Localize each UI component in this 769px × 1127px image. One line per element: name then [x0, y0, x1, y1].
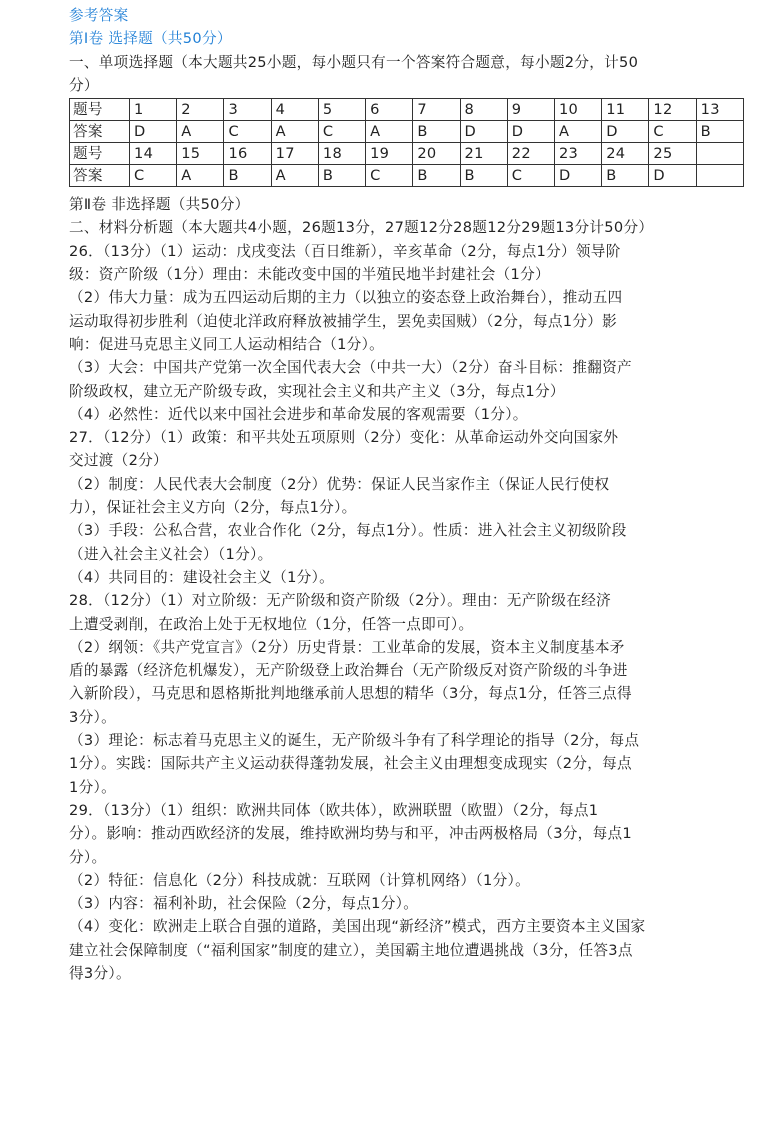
section-1-instructions-line-1: 一、单项选择题（本大题共25小题，每小题只有一个答案符合题意，每小题2分，计50 — [69, 53, 639, 71]
answer-table-cell: 18 — [318, 143, 365, 165]
answer-text-line: 阶级政权，建立无产阶级专政，实现社会主义和共产主义（3分，每点1分） — [69, 382, 565, 400]
answer-text-line: 26．（13分）（1）运动：戊戌变法（百日维新），辛亥革命（2分，每点1分）领导阶 — [69, 242, 621, 260]
answer-table-cell: 7 — [413, 99, 460, 121]
answer-table-cell: D — [554, 165, 601, 187]
answer-table-cell: A — [177, 165, 224, 187]
answer-text-line: （4）变化：欧洲走上联合自强的道路，美国出现“新经济”模式，西方主要资本主义国家 — [69, 918, 646, 936]
answer-table-cell: 9 — [507, 99, 554, 121]
answer-text-line: （3）大会：中国共产党第一次全国代表大会（中共一大）（2分）奋斗目标：推翻资产 — [69, 359, 632, 377]
answer-table-cell: B — [602, 165, 649, 187]
answer-table-cell: 17 — [271, 143, 318, 165]
answer-table-cell: A — [271, 165, 318, 187]
answer-text-line: （2）特征：信息化（2分）科技成就：互联网（计算机网络）（1分）。 — [69, 871, 530, 889]
answer-text-line: 29．（13分）（1）组织：欧洲共同体（欧共体），欧洲联盟（欧盟）（2分，每点1 — [69, 801, 599, 819]
answer-table-row — [70, 165, 744, 187]
answer-table-cell: B — [413, 121, 460, 143]
answer-table-cell — [696, 165, 743, 187]
answer-table-cell: D — [130, 121, 177, 143]
answer-table-cell: 5 — [318, 99, 365, 121]
answer-table-cell: C — [366, 165, 413, 187]
answer-table-cell: A — [271, 121, 318, 143]
answer-text-line: （进入社会主义社会）（1分）。 — [69, 545, 273, 563]
answer-text-line: 力），保证社会主义方向（2分，每点1分）。 — [69, 499, 357, 517]
answer-text-line: 盾的暴露（经济危机爆发），无产阶级登上政治舞台（无产阶级反对资产阶级的斗争进 — [69, 662, 628, 680]
answer-table-cell: B — [224, 165, 271, 187]
answer-text-line: （3）内容：福利补助，社会保险（2分，每点1分）。 — [69, 895, 419, 913]
answer-table-row — [70, 143, 744, 165]
answer-text-line: （3）理论：标志着马克思主义的诞生，无产阶级斗争有了科学理论的指导（2分，每点 — [69, 732, 640, 750]
answer-table-cell: D — [649, 165, 696, 187]
answer-table-cell: 24 — [602, 143, 649, 165]
answer-text-line: 得3分）。 — [69, 964, 131, 982]
answer-text-line: 响：促进马克思主义同工人运动相结合（1分）。 — [69, 335, 385, 353]
answer-table-cell: C — [130, 165, 177, 187]
answer-table-cell: B — [318, 165, 365, 187]
answer-table-cell: C — [649, 121, 696, 143]
answer-table-cell: 19 — [366, 143, 413, 165]
answer-table-cell: 23 — [554, 143, 601, 165]
answer-text-line: 建立社会保障制度（“福利国家”制度的建立），美国霸主地位遭遇挑战（3分，任答3点 — [69, 941, 633, 959]
answer-text-line: 交过渡（2分） — [69, 452, 168, 470]
answer-text-line: （2）制度：人民代表大会制度（2分）优势：保证人民当家作主（保证人民行使权 — [69, 475, 610, 493]
answer-table-body — [70, 99, 744, 187]
answer-table-cell: 21 — [460, 143, 507, 165]
answer-table-cell: 15 — [177, 143, 224, 165]
answer-table-cell: 13 — [696, 99, 743, 121]
answer-table-cell: B — [413, 165, 460, 187]
answer-text-line: （4）必然性：近代以来中国社会进步和革命发展的客观需要（1分）。 — [69, 405, 528, 423]
answer-table-cell: A — [177, 121, 224, 143]
answer-text-line: 级：资产阶级（1分）理由：未能改变中国的半殖民地半封建社会（1分） — [69, 266, 550, 284]
section-1-instructions-line-2: 分） — [69, 76, 99, 94]
answer-text-line: 1分）。实践：国际共产主义运动获得蓬勃发展，社会主义由理想变成现实（2分，每点 — [69, 755, 632, 773]
answer-table-cell: A — [554, 121, 601, 143]
answer-text-line: 3分）。 — [69, 708, 116, 726]
answer-text-line: （2）纲领：《共产党宣言》（2分）历史背景：工业革命的发展，资本主义制度基本矛 — [69, 638, 625, 656]
answer-text-line: （3）手段：公私合营，农业合作化（2分，每点1分）。性质：进入社会主义初级阶段 — [69, 522, 627, 540]
answer-text-line: 运动取得初步胜利（迫使北洋政府释放被捕学生，罢免卖国贼）（2分，每点1分）影 — [69, 312, 618, 330]
answer-table-cell: 22 — [507, 143, 554, 165]
answer-table-cell: 16 — [224, 143, 271, 165]
answer-table-cell: B — [696, 121, 743, 143]
answer-table-row — [70, 99, 744, 121]
answer-table-row-header: 答案 — [70, 165, 130, 187]
answer-text-line: 分）。 — [69, 848, 107, 866]
answer-table-cell: C — [224, 121, 271, 143]
answer-table-cell: D — [602, 121, 649, 143]
answer-table-cell — [696, 143, 743, 165]
answer-text-line: 入新阶段），马克思和恩格斯批判地继承前人思想的精华（3分，每点1分，任答三点得 — [69, 685, 632, 703]
answer-table-row — [70, 121, 744, 143]
answer-text-line: （2）伟大力量：成为五四运动后期的主力（以独立的姿态登上政治舞台），推动五四 — [69, 289, 623, 307]
answer-table-cell: 4 — [271, 99, 318, 121]
answer-text-line: 1分）。 — [69, 778, 116, 796]
answer-table-cell: C — [318, 121, 365, 143]
answer-table-cell: D — [460, 121, 507, 143]
answer-table — [69, 98, 744, 187]
answer-table-cell: 12 — [649, 99, 696, 121]
answer-table-cell: 8 — [460, 99, 507, 121]
answer-table-cell: A — [366, 121, 413, 143]
answer-text-line: （4）共同目的：建设社会主义（1分）。 — [69, 568, 335, 586]
answer-table-cell: 1 — [130, 99, 177, 121]
answer-table-cell: 11 — [602, 99, 649, 121]
answer-text-line: 二、材料分析题（本大题共4小题，26题13分，27题12分28题12分29题13分计50分） — [69, 219, 654, 237]
document-title: 参考答案 — [69, 7, 129, 24]
answer-table-cell: B — [460, 165, 507, 187]
answer-table-cell: D — [507, 121, 554, 143]
answer-text-line: 第Ⅱ卷 非选择题（共50分） — [69, 196, 250, 214]
answer-table-cell: 6 — [366, 99, 413, 121]
answer-table-cell: 3 — [224, 99, 271, 121]
answer-body — [69, 193, 741, 985]
answer-table-cell: 25 — [649, 143, 696, 165]
answer-table-cell: 2 — [177, 99, 224, 121]
answer-table-row-header: 答案 — [70, 121, 130, 143]
answer-text-line: 分）。影响：推动西欧经济的发展，维持欧洲均势与和平，冲击两极格局（3分，每点1 — [69, 825, 632, 843]
answer-table-cell: C — [507, 165, 554, 187]
section-1-heading: 第Ⅰ卷 选择题（共50分） — [69, 30, 232, 48]
answer-table-row-header: 题号 — [70, 143, 130, 165]
answer-table-cell: 20 — [413, 143, 460, 165]
answer-text-line: 27．（12分）（1）政策：和平共处五项原则（2分）变化：从革命运动外交向国家外 — [69, 429, 619, 447]
answer-text-line: 28．（12分）（1）对立阶级：无产阶级和资产阶级（2分）。理由：无产阶级在经济 — [69, 592, 611, 610]
answer-table-row-header: 题号 — [70, 99, 130, 121]
answer-table-cell: 14 — [130, 143, 177, 165]
answer-table-cell: 10 — [554, 99, 601, 121]
answer-text-line: 上遭受剥削，在政治上处于无权地位（1分，任答一点即可）。 — [69, 615, 474, 633]
